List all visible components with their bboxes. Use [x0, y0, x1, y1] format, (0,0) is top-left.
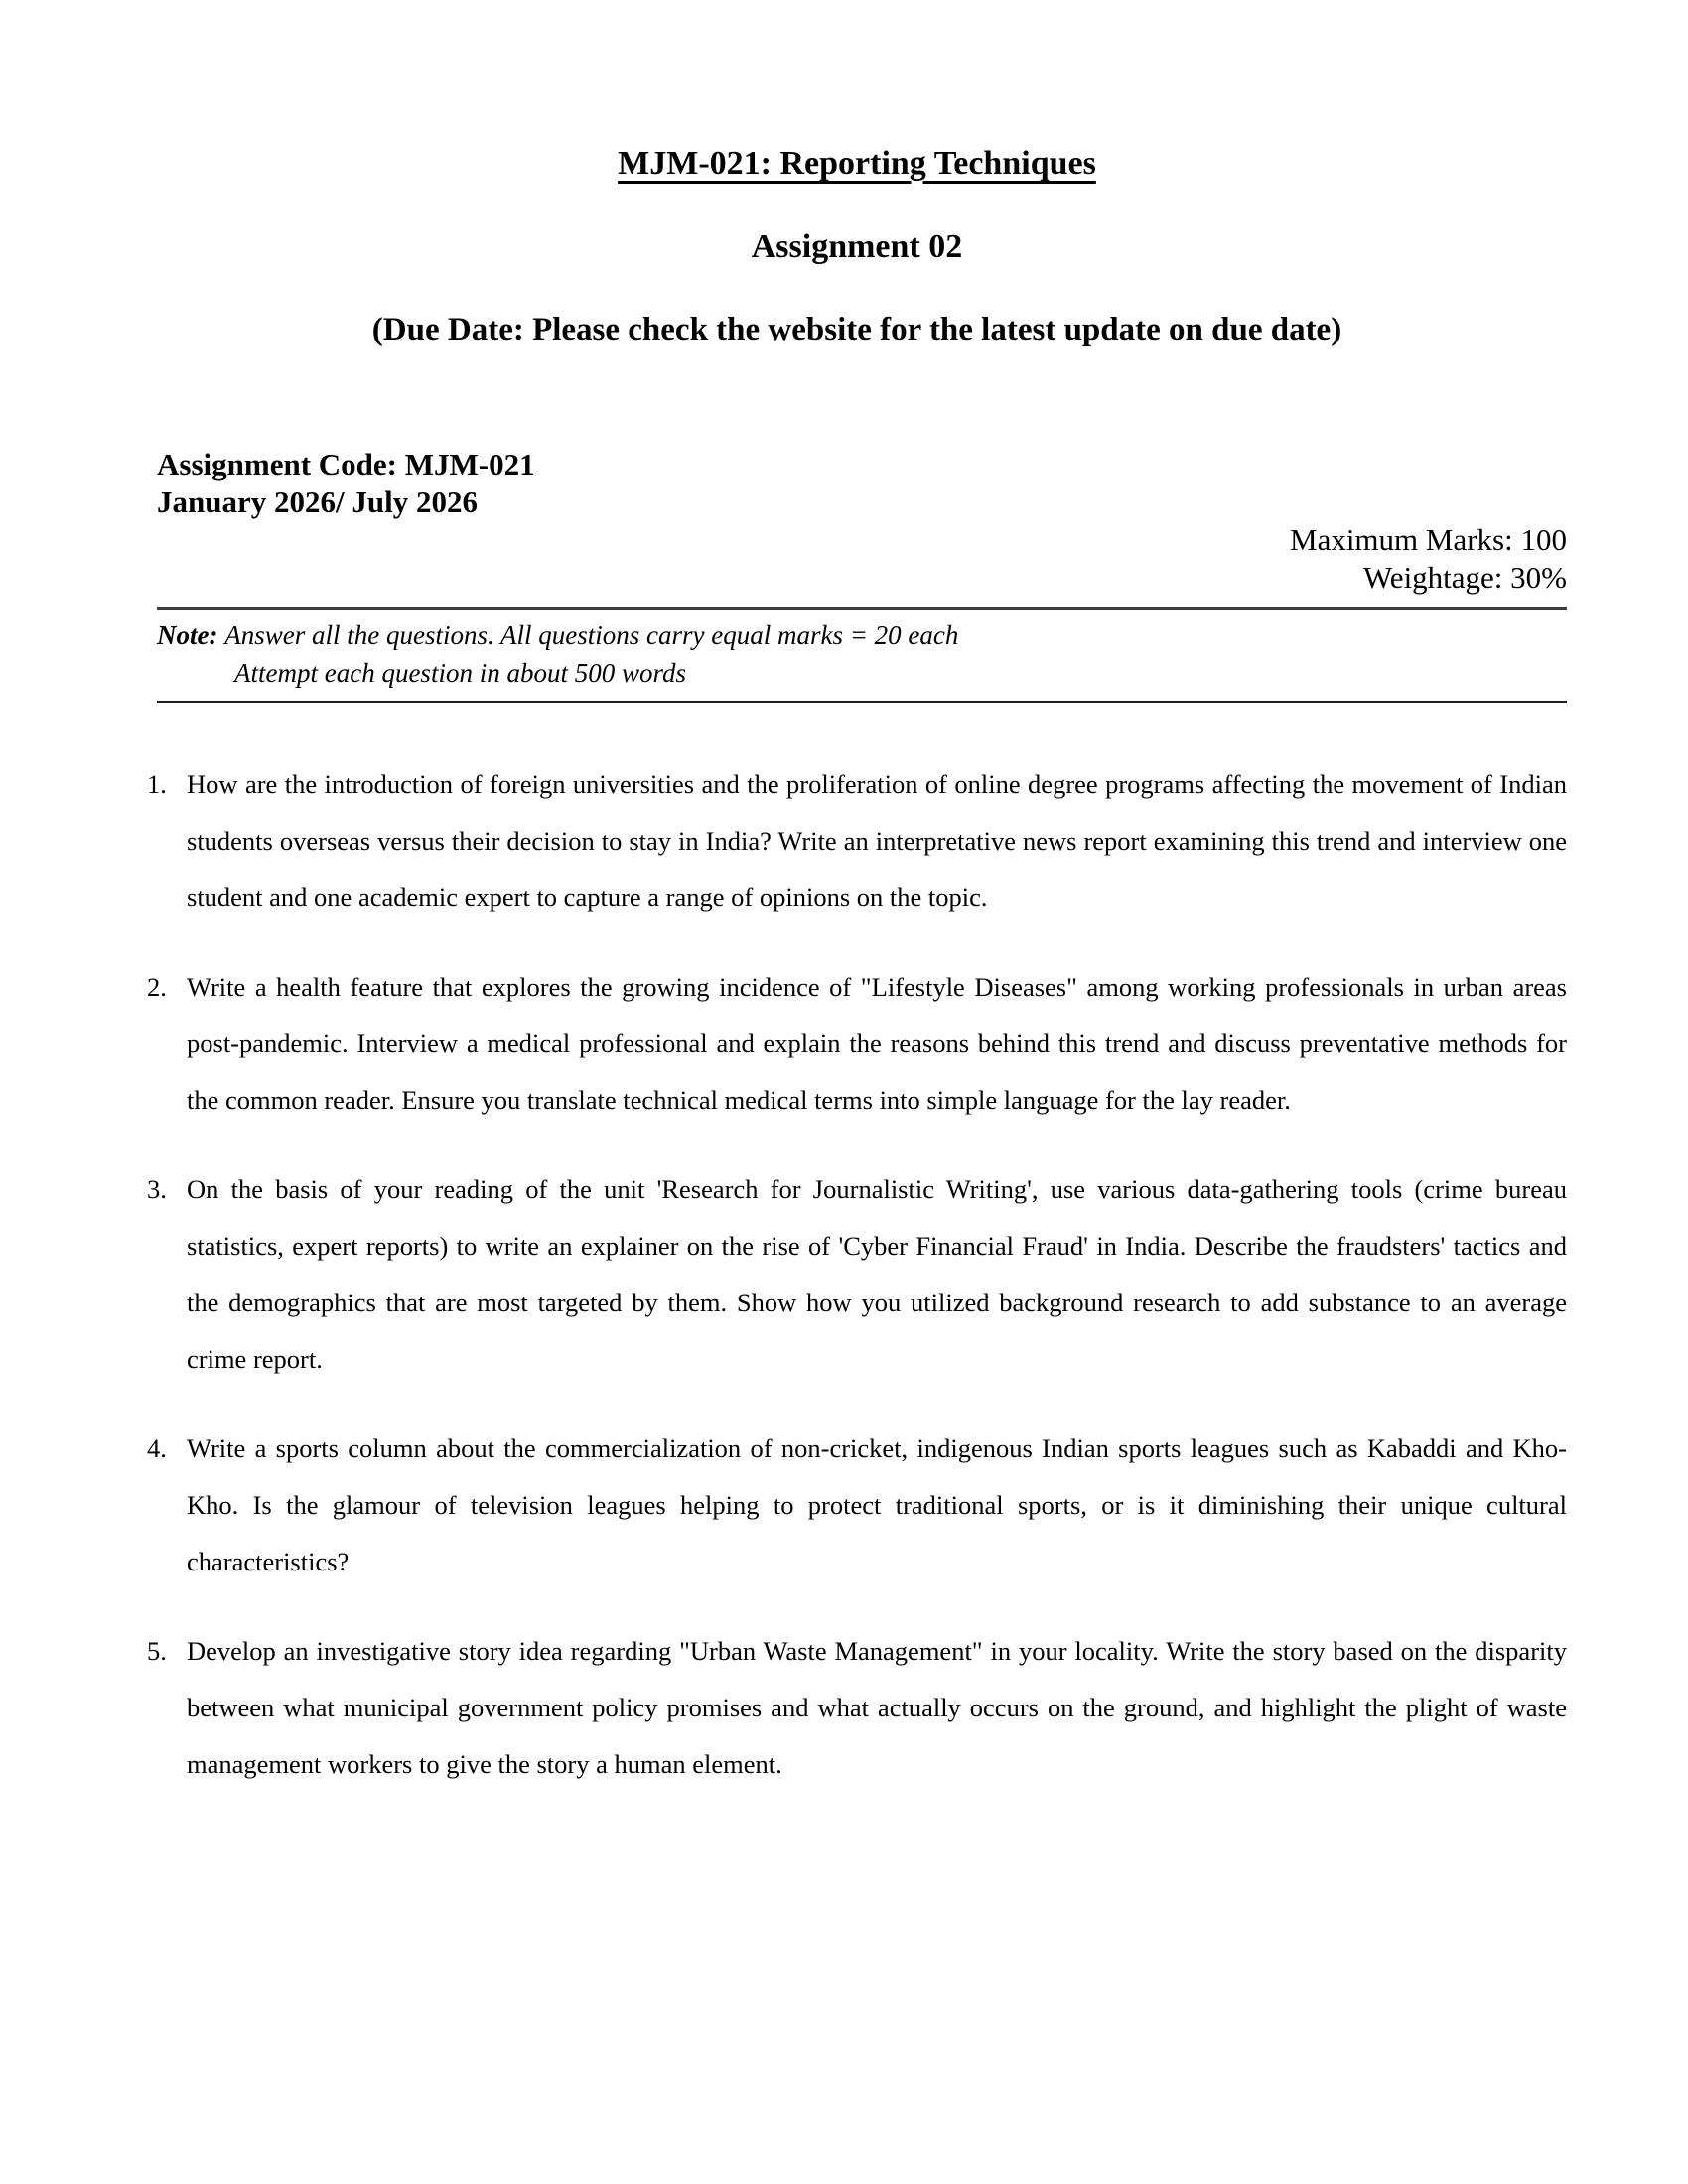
question-item — [147, 1623, 1567, 1793]
session-line: January 2026/ July 2026 — [157, 484, 478, 519]
question-number: 3. — [147, 1174, 167, 1204]
header-info-block — [147, 446, 1567, 597]
question-text: Write a health feature that explores the growing incidence of "Lifestyle Diseases" among working professionals in urban areas post-pandemic. Interview a medical professional and explain the reasons behind this trend and discuss preventative methods for the common reader. Ensure you translate technical medical terms into simple language for the lay reader. — [187, 972, 1567, 1115]
due-date-line: (Due Date: Please check the website for the latest update on due date) — [371, 312, 1342, 347]
note-line-2: Attempt each question in about 500 words — [234, 658, 686, 688]
question-item — [147, 959, 1567, 1129]
divider-bottom — [157, 701, 1567, 703]
assignment-code: Assignment Code: MJM-021 — [157, 447, 535, 481]
question-item — [147, 1421, 1567, 1590]
question-number: 4. — [147, 1433, 167, 1463]
course-title: MJM-021: Reporting Techniques — [618, 145, 1096, 182]
question-item — [147, 1161, 1567, 1388]
weightage: Weightage: 30% — [1363, 560, 1567, 595]
question-text: How are the introduction of foreign universities and the proliferation of online degree programs affecting the movement of Indian students overseas versus their decision to stay in India? Write an interpretative news report examining this trend and interview one student and one academic expert to capture a range of opinions on the topic. — [187, 769, 1567, 912]
question-text: Write a sports column about the commercialization of non-cricket, indigenous Indian sports leagues such as Kabaddi and Kho-Kho. Is the glamour of television leagues helping to protect traditional sports, or is it diminishing their unique cultural characteristics? — [187, 1433, 1567, 1576]
question-text: On the basis of your reading of the unit 'Research for Journalistic Writing', use various data-gathering tools (crime bureau statistics, expert reports) to write an explainer on the rise of 'Cyber Financial Fraud' in India. Describe the fraudsters' tactics and the demographics that are most targeted by them. Show how you utilized background research to add substance to an average crime report. — [187, 1174, 1567, 1374]
note-line-1 — [157, 616, 1567, 654]
note-block — [157, 610, 1567, 701]
note-label: Note: — [157, 620, 218, 650]
question-item — [147, 756, 1567, 926]
question-number: 5. — [147, 1636, 167, 1666]
question-text: Develop an investigative story idea regarding "Urban Waste Management" in your locality. Write the story based on the disparity between what municipal government policy promises and what actually occurs on the ground, and highlight the plight of waste management workers to give the story a human element. — [187, 1636, 1567, 1779]
question-number: 1. — [147, 769, 167, 799]
assignment-title: Assignment 02 — [751, 228, 963, 265]
question-number: 2. — [147, 972, 167, 1002]
question-list — [147, 756, 1567, 1793]
note-text: Answer all the questions. All questions carry equal marks = 20 each — [224, 620, 959, 650]
max-marks: Maximum Marks: 100 — [1290, 522, 1567, 557]
